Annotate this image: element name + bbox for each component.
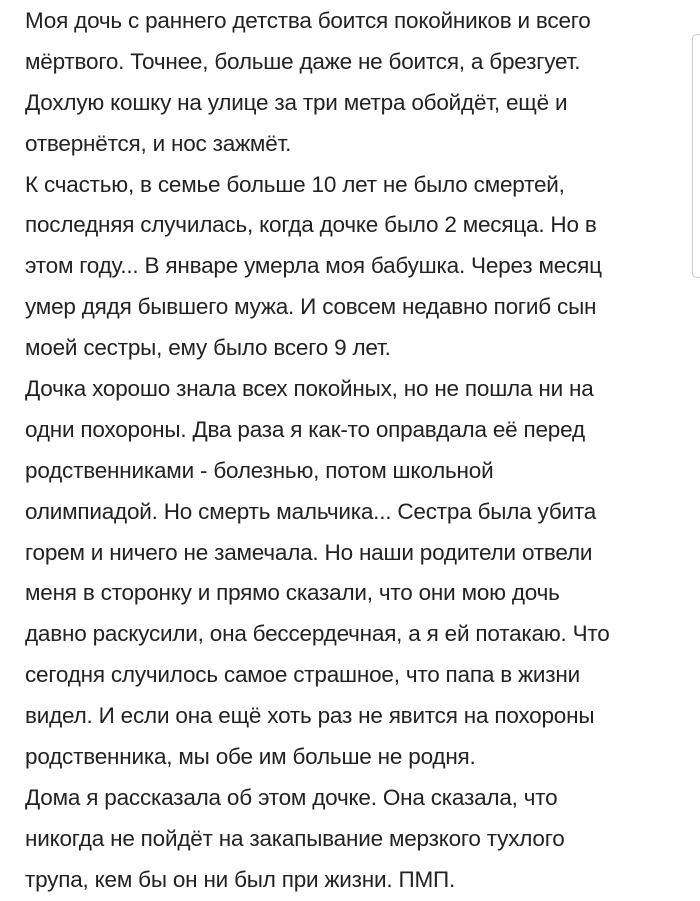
post-text-line: отвернётся, и нос зажмёт. xyxy=(25,130,292,156)
post-text-line: родственниками - болезнью, потом школьной xyxy=(25,457,494,483)
scrollbar-thumb[interactable] xyxy=(692,34,700,278)
post-text-line: трупа, кем бы он ни был при жизни. ПМП. xyxy=(25,866,456,892)
post-text-line: умер дядя бывшего мужа. И совсем недавно погиб сын xyxy=(25,294,597,320)
post-text-line: Дома я рассказала об этом дочке. Она сказала, что xyxy=(25,784,558,810)
post-text-line: Моя дочь с раннего детства боится покойников и всего xyxy=(25,8,591,33)
post-text-line: этом году... В январе умерла моя бабушка. Через месяц xyxy=(25,253,602,279)
post-text xyxy=(25,1,685,901)
post-text-line: горем и ничего не замечала. Но наши родители отвели xyxy=(25,539,593,565)
post-text-line: видел. И если она ещё хоть раз не явится на похороны xyxy=(25,703,595,729)
post-text-line: никогда не пойдёт на закапывание мерзкого тухлого xyxy=(25,825,565,851)
post-text-line: моей сестры, ему было всего 9 лет. xyxy=(25,335,391,361)
post-text-line: Дочка хорошо знала всех покойных, но не пошла ни на xyxy=(25,376,594,402)
post-text-line: последняя случилась, когда дочке было 2 месяца. Но в xyxy=(25,212,597,238)
post-text-line: родственника, мы обе им больше не родня. xyxy=(25,744,476,770)
post-text-line: Дохлую кошку на улице за три метра обойдёт, ещё и xyxy=(25,89,568,115)
post-text-line: одни похороны. Два раза я как-то оправдала её перед xyxy=(25,416,585,442)
post-text-line: К счастью, в семье больше 10 лет не было смертей, xyxy=(25,171,565,197)
post-text-line: олимпиадой. Но смерть мальчика... Сестра была убита xyxy=(25,498,597,524)
post-text-line: мёртвого. Точнее, больше даже не боится, а брезгует. xyxy=(25,48,581,74)
post-text-line: меня в сторонку и прямо сказали, что они мою дочь xyxy=(25,580,560,606)
post-text-line: сегодня случилось самое страшное, что папа в жизни xyxy=(25,662,580,688)
post-text-line: давно раскусили, она бессердечная, а я ей потакаю. Что xyxy=(25,621,610,647)
